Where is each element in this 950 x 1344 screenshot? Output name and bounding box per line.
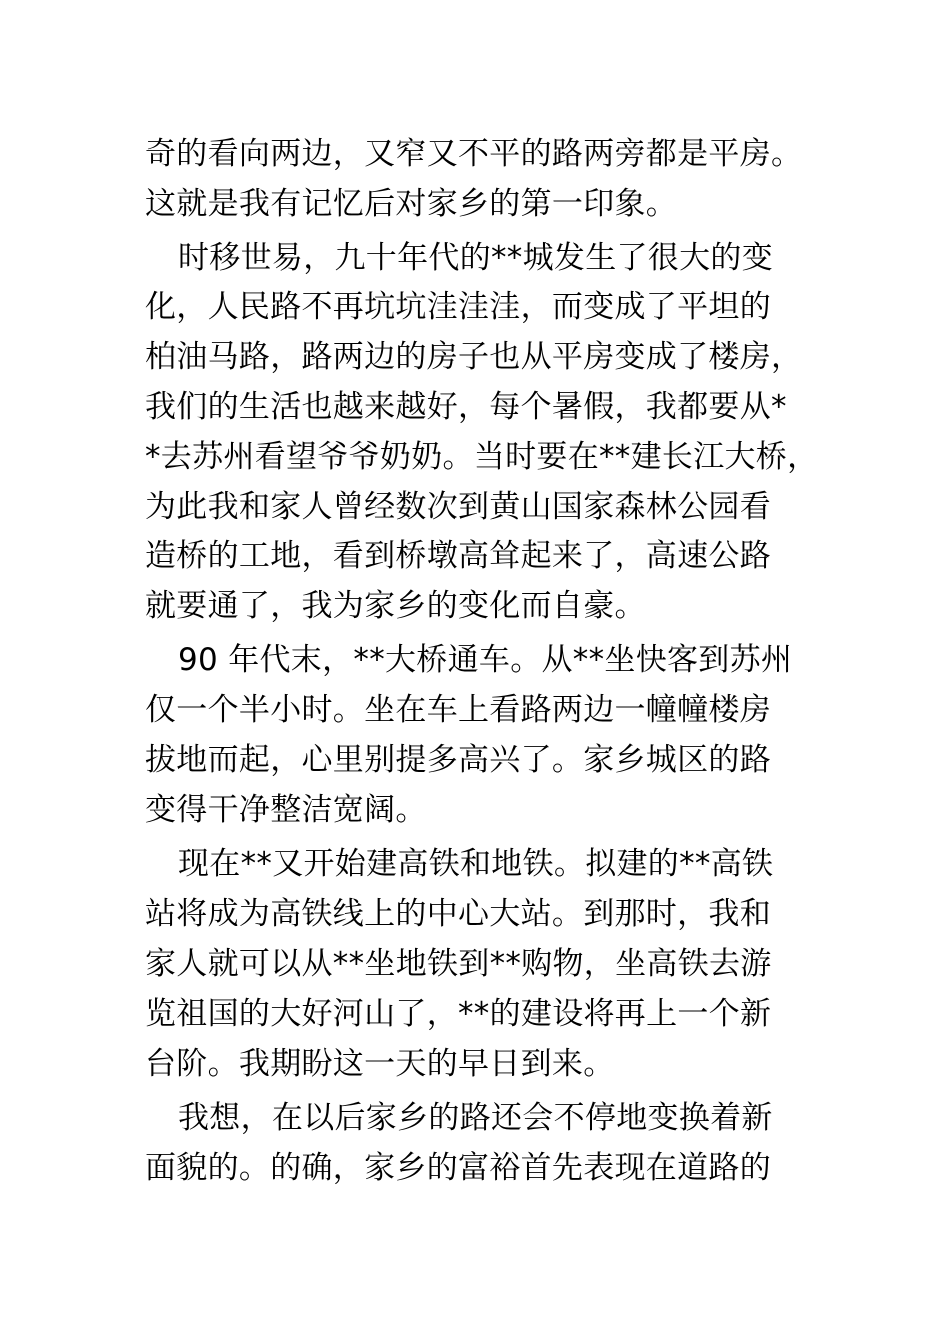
text-line: 我们的生活也越来越好，每个暑假，我都要从* [145,389,787,425]
text-line: 仅一个半小时。坐在车上看路两边一幢幢楼房 [145,692,771,728]
text-line: 为此我和家人曾经数次到黄山国家森林公园看 [145,489,771,525]
text-line: 我想，在以后家乡的路还会不停地变换着新 [178,1100,773,1136]
text-line: 这就是我有记忆后对家乡的第一印象。 [145,186,678,222]
text-line: 变得干净整洁宽阔。 [145,792,427,828]
text-line: 90 年代末，**大桥通车。从**坐快客到苏州 [178,642,793,678]
text-line: 站将成为高铁线上的中心大站。到那时，我和 [145,896,771,932]
text-line: 奇的看向两边，又窄又不平的路两旁都是平房。 [145,136,803,172]
text-line: *去苏州看望爷爷奶奶。当时要在**建长江大桥， [145,439,819,475]
text-line: 造桥的工地，看到桥墩高耸起来了，高速公路 [145,538,771,574]
text-line: 现在**又开始建高铁和地铁。拟建的**高铁 [178,846,774,882]
text-line: 家人就可以从**坐地铁到**购物，坐高铁去游 [145,946,772,982]
text-line: 览祖国的大好河山了，**的建设将再上一个新 [145,996,772,1032]
text-line: 时移世易，九十年代的**城发生了很大的变 [178,240,773,276]
text-line: 拔地而起，心里别提多高兴了。家乡城区的路 [145,742,771,778]
text-line: 面貌的。的确，家乡的富裕首先表现在道路的 [145,1150,771,1186]
text-line: 台阶。我期盼这一天的早日到来。 [145,1046,615,1082]
text-line: 就要通了，我为家乡的变化而自豪。 [145,588,646,624]
text-line: 柏油马路，路两边的房子也从平房变成了楼房， [145,339,803,375]
text-line: 化，人民路不再坑坑洼洼洼，而变成了平坦的 [145,289,771,325]
